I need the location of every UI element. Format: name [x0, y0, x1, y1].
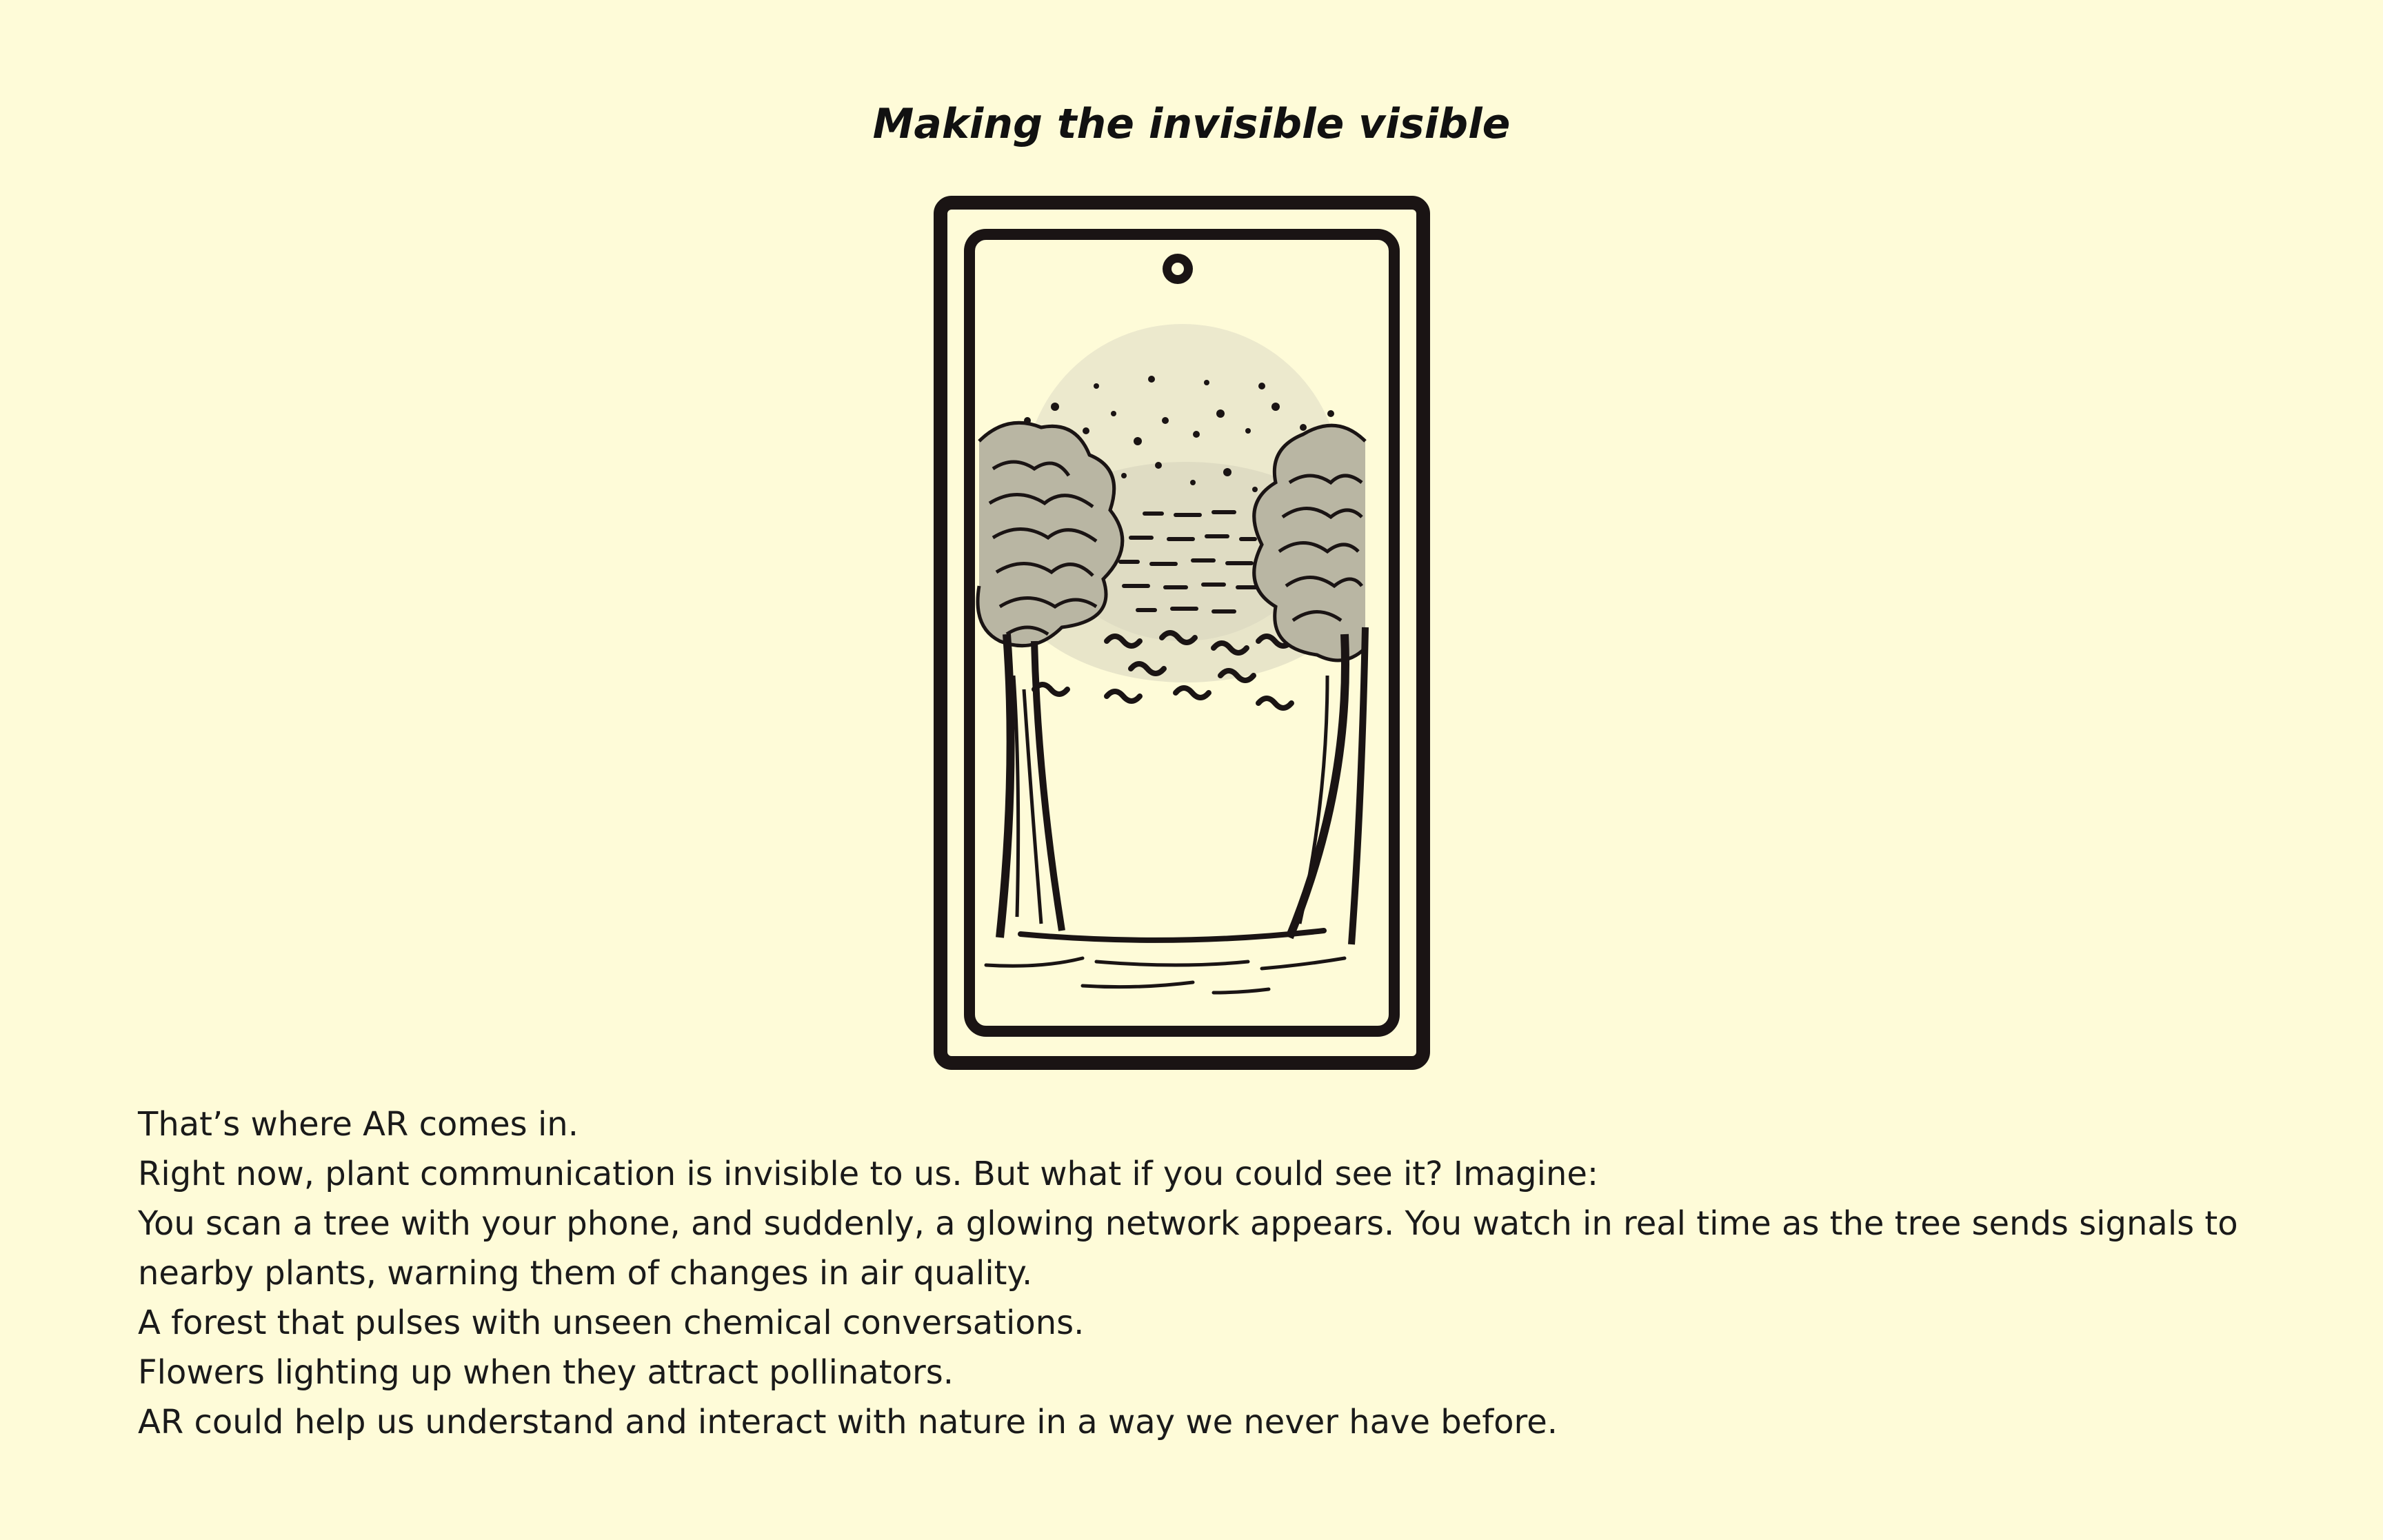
page-title: Making the invisible visible — [872, 100, 1511, 148]
phone-forest-illustration — [931, 193, 1434, 1075]
paragraph-imagine: Right now, plant communication is invisible to us. But what if you could see it? Imagine: — [138, 1155, 1599, 1193]
paragraph-intro: That’s where AR comes in. — [138, 1105, 579, 1144]
paragraph-conclusion: AR could help us understand and interact with nature in a way we never have before. — [138, 1403, 1558, 1441]
paragraph-flowers: Flowers lighting up when they attract pollinators. — [138, 1353, 954, 1392]
article-body — [138, 1100, 2248, 1447]
phone-forest-sketch-icon — [931, 193, 1434, 1075]
paragraph-scan-tree: You scan a tree with your phone, and suddenly, a glowing network appears. You watch in real time as the tree sends signals to nearby plants, warning them of changes in air quality. — [138, 1204, 2238, 1293]
paragraph-forest: A forest that pulses with unseen chemical conversations. — [138, 1304, 1085, 1342]
